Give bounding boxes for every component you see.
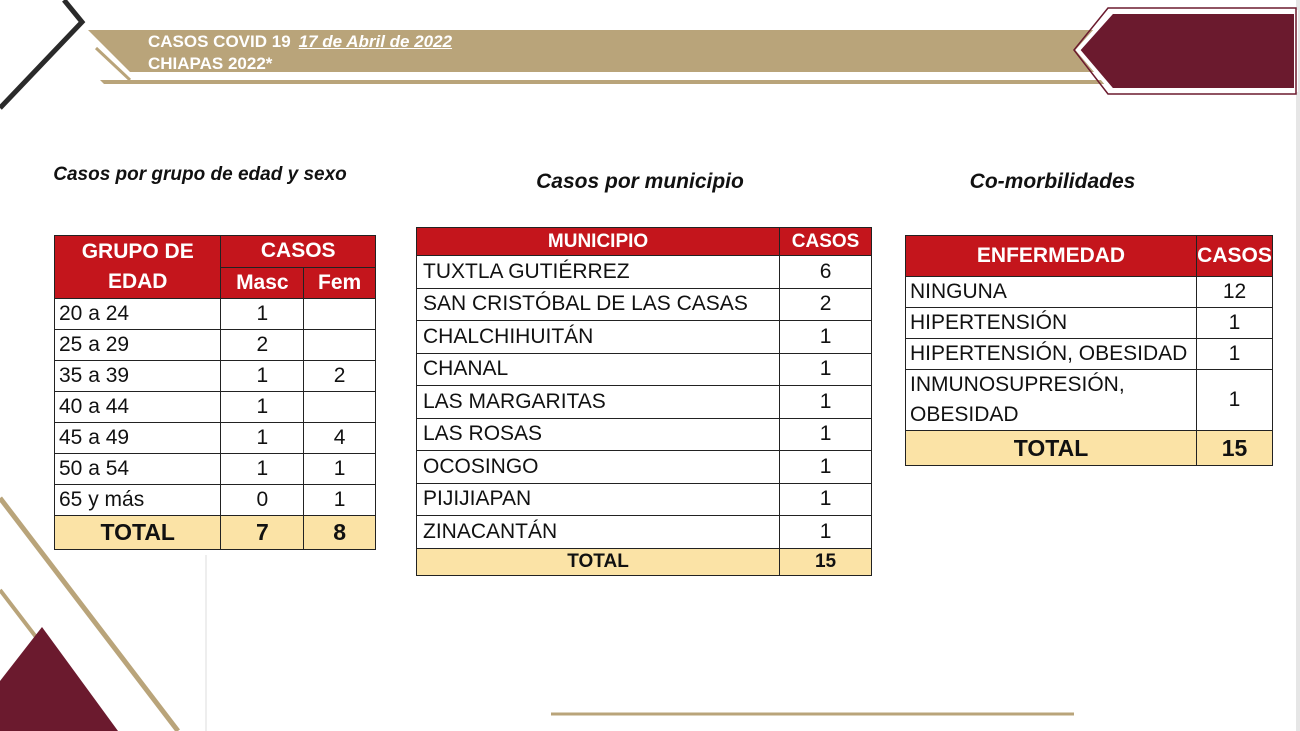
table-row: [55, 485, 376, 516]
table-row: [417, 256, 872, 289]
age-group-cell: 25 a 29: [55, 330, 221, 361]
comorbidity-section-title: Co-morbilidades: [969, 170, 1136, 193]
female-cases-cell: 1: [304, 485, 376, 516]
table-row: [417, 516, 872, 549]
municipality-cases: 1: [780, 353, 872, 386]
table-row: [417, 353, 872, 386]
age-group-cell: 65 y más: [55, 485, 221, 516]
header-title-line1: CASOS COVID 19: [148, 32, 291, 51]
total-row: [906, 431, 1273, 466]
male-cases-cell: 1: [221, 299, 304, 330]
table-row: [417, 321, 872, 354]
table-row: [906, 339, 1273, 370]
header-title-line2: CHIAPAS 2022*: [148, 54, 273, 73]
maroon-corner-triangle: [0, 627, 118, 731]
disease-cases: 1: [1197, 308, 1273, 339]
age-section-title: Casos por grupo de edad y sexo: [53, 164, 347, 185]
disease-name: INMUNOSUPRESIÓN, OBESIDAD: [906, 370, 1197, 431]
disease-name: HIPERTENSIÓN: [906, 308, 1197, 339]
female-cases-cell: [304, 299, 376, 330]
municipality-name: TUXTLA GUTIÉRREZ: [417, 256, 780, 289]
table-row: [55, 361, 376, 392]
total-cases: 15: [780, 548, 872, 575]
municipality-cases: 1: [780, 516, 872, 549]
table-row: [55, 392, 376, 423]
age-group-cell: 45 a 49: [55, 423, 221, 454]
male-cases-cell: 1: [221, 361, 304, 392]
disease-cases: 12: [1197, 277, 1273, 308]
header-cases: CASOS: [1197, 236, 1273, 277]
municipality-name: LAS MARGARITAS: [417, 386, 780, 419]
table-row: [55, 330, 376, 361]
table-row: [417, 288, 872, 321]
total-cases: 15: [1197, 431, 1273, 466]
municipality-name: SAN CRISTÓBAL DE LAS CASAS: [417, 288, 780, 321]
table-row: [55, 454, 376, 485]
table-header-row: [55, 236, 376, 268]
total-row: [417, 548, 872, 575]
municipality-section-title: Casos por municipio: [536, 170, 744, 193]
municipality-cases: 6: [780, 256, 872, 289]
municipality-cases: 1: [780, 451, 872, 484]
header-group: GRUPO DE EDAD: [55, 236, 221, 299]
table-row: [417, 418, 872, 451]
municipality-name: CHANAL: [417, 353, 780, 386]
table-row: [417, 483, 872, 516]
table-row: [417, 386, 872, 419]
disease-cases: 1: [1197, 370, 1273, 431]
table-header-row: [417, 228, 872, 256]
header-cases: CASOS: [221, 236, 376, 268]
table-row: [906, 370, 1273, 431]
total-label: TOTAL: [906, 431, 1197, 466]
comorbidity-table: [905, 235, 1273, 466]
age-group-cell: 20 a 24: [55, 299, 221, 330]
total-male: 7: [221, 516, 304, 550]
total-row: [55, 516, 376, 550]
table-row: [906, 308, 1273, 339]
header-male: Masc: [221, 267, 304, 299]
male-cases-cell: 2: [221, 330, 304, 361]
header-cases: CASOS: [780, 228, 872, 256]
age-group-cell: 50 a 54: [55, 454, 221, 485]
male-cases-cell: 1: [221, 392, 304, 423]
male-cases-cell: 1: [221, 423, 304, 454]
disease-name: NINGUNA: [906, 277, 1197, 308]
municipality-cases: 2: [780, 288, 872, 321]
municipality-name: LAS ROSAS: [417, 418, 780, 451]
total-label: TOTAL: [55, 516, 221, 550]
municipality-name: CHALCHIHUITÁN: [417, 321, 780, 354]
municipality-name: PIJIJIAPAN: [417, 483, 780, 516]
municipality-cases: 1: [780, 418, 872, 451]
header-municipality: MUNICIPIO: [417, 228, 780, 256]
header-female: Fem: [304, 267, 376, 299]
age-group-table: [54, 235, 376, 550]
header-title: [148, 31, 452, 75]
municipality-name: OCOSINGO: [417, 451, 780, 484]
corner-line-decoration: [0, 0, 82, 108]
municipality-cases: 1: [780, 321, 872, 354]
female-cases-cell: 4: [304, 423, 376, 454]
municipality-name: ZINACANTÁN: [417, 516, 780, 549]
table-row: [417, 451, 872, 484]
table-row: [55, 423, 376, 454]
header-date: 17 de Abril de 2022: [298, 32, 453, 51]
age-group-cell: 40 a 44: [55, 392, 221, 423]
municipality-cases: 1: [780, 386, 872, 419]
female-cases-cell: 1: [304, 454, 376, 485]
header-disease: ENFERMEDAD: [906, 236, 1197, 277]
header-banner-maroon: [1078, 12, 1296, 90]
female-cases-cell: [304, 392, 376, 423]
table-row: [55, 299, 376, 330]
female-cases-cell: 2: [304, 361, 376, 392]
disease-cases: 1: [1197, 339, 1273, 370]
age-group-cell: 35 a 39: [55, 361, 221, 392]
total-female: 8: [304, 516, 376, 550]
table-header-row: [906, 236, 1273, 277]
male-cases-cell: 0: [221, 485, 304, 516]
municipality-cases: 1: [780, 483, 872, 516]
male-cases-cell: 1: [221, 454, 304, 485]
total-label: TOTAL: [417, 548, 780, 575]
municipality-table: [416, 227, 872, 576]
disease-name: HIPERTENSIÓN, OBESIDAD: [906, 339, 1197, 370]
female-cases-cell: [304, 330, 376, 361]
table-row: [906, 277, 1273, 308]
